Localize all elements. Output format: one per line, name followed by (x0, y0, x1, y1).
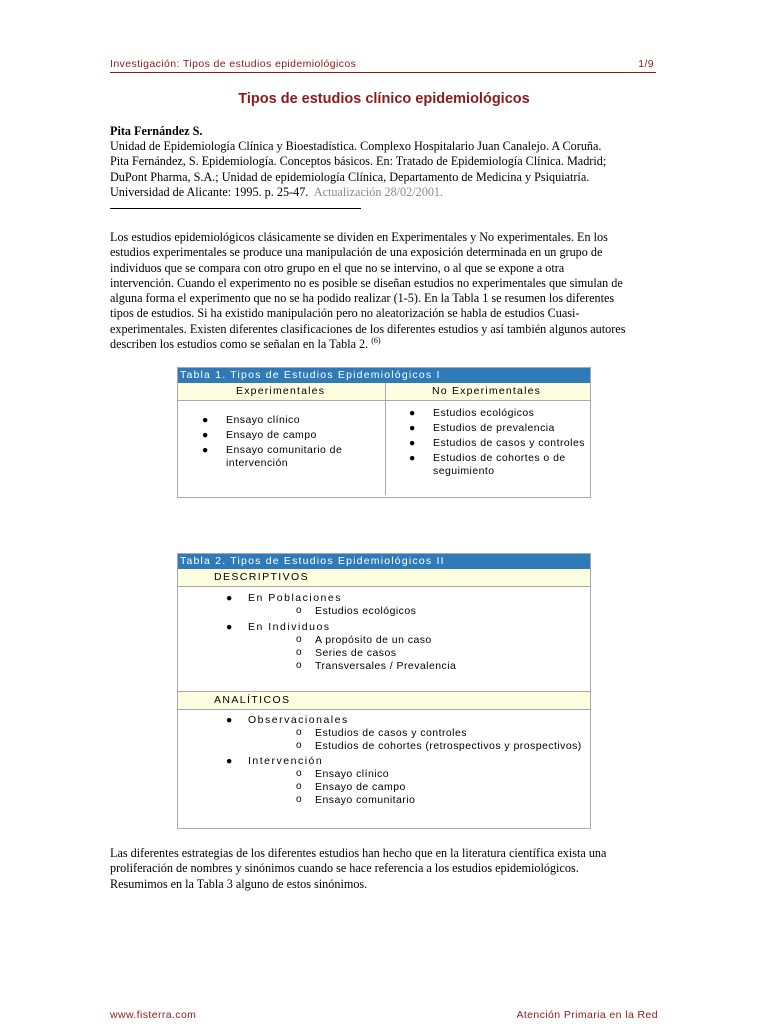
intro-last-text: describen los estudios como se señalan en la Tabla 2. (110, 337, 369, 352)
circle-bullet-icon: o (296, 660, 303, 671)
sub-item: o Estudios ecológicos (296, 605, 417, 617)
circle-bullet-icon: o (296, 740, 303, 751)
footer-website-link[interactable]: www.fisterra.com (110, 1009, 197, 1021)
table-1 (177, 367, 591, 498)
author-name: Pita Fernández S. (110, 124, 203, 138)
list-item: ● Ensayo de campo (202, 429, 317, 441)
sub-item: o Ensayo clínico (296, 768, 390, 780)
intro-line: Los estudios epidemiológicos clásicamente se dividen en Experimentales y No experimentales. En los (110, 230, 608, 244)
citation-line-1: Pita Fernández, S. Epidemiología. Conceptos básicos. En: Tratado de Epidemiología Clínica. Madrid; (110, 154, 607, 169)
list-item: ● Estudios de prevalencia (409, 422, 555, 434)
bullet-icon: ● (409, 422, 416, 434)
intro-line: experimentales. Existen diferentes clasificaciones de los diferentes estudios y así también algunos autores (110, 321, 626, 336)
author-affiliation: Unidad de Epidemiología Clínica y Bioestadística. Complexo Hospitalario Juan Canalejo. A Coruña. (110, 139, 602, 154)
list-item: ● Estudios de cohortes o de (409, 452, 566, 464)
no-experimentales-list (409, 407, 585, 480)
sub-item: o Estudios de cohortes (retrospectivos y prospectivos) (296, 740, 582, 752)
bullet-icon: ● (409, 437, 416, 449)
author-block (110, 124, 670, 200)
sub-item: o A propósito de un caso (296, 634, 432, 646)
group-en-poblaciones: ● En Poblaciones (226, 592, 342, 604)
circle-bullet-icon: o (296, 727, 303, 738)
sub-item: o Transversales / Prevalencia (296, 660, 457, 672)
group-en-individuos: ● En Individuos (226, 621, 331, 633)
bullet-icon: ● (226, 592, 234, 604)
col-experimentales: Experimentales (236, 385, 326, 397)
sub-item: o Series de casos (296, 647, 397, 659)
bullet-icon: ● (202, 429, 209, 441)
list-item-continuation: seguimiento (433, 465, 495, 477)
circle-bullet-icon: o (296, 768, 303, 779)
bullet-icon: ● (226, 755, 234, 767)
page-number: 1/9 (638, 58, 654, 70)
list-item: ● Estudios ecológicos (409, 407, 535, 419)
group-observacionales: ● Observacionales (226, 714, 349, 726)
closing-line: Resumimos en la Tabla 3 alguno de estos sinónimos. (110, 876, 368, 891)
header-title: Investigación: Tipos de estudios epidemiológicos (110, 58, 357, 70)
closing-line: Las diferentes estrategias de los diferentes estudios han hecho que en la literatura científica exista una (110, 846, 607, 860)
table-1-caption: Tabla 1. Tipos de Estudios Epidemiológicos I (178, 368, 590, 383)
bullet-icon: ● (409, 407, 416, 419)
intro-line: alguna forma el experimento que no se ha podido realizar (1-5). En la Tabla 1 se resumen los diferentes (110, 291, 615, 306)
bullet-icon: ● (202, 414, 209, 426)
experimentales-list (202, 414, 342, 472)
descriptivos-body (178, 587, 590, 691)
table-1-header-row (178, 383, 590, 401)
update-date: Actualización 28/02/2001. (313, 184, 444, 199)
citation-source: Universidad de Alicante: 1995. p. 25-47. (110, 184, 309, 199)
list-item: ● Ensayo clínico (202, 414, 301, 426)
group-intervencion: ● Intervención (226, 755, 324, 767)
separator-rule (110, 208, 361, 209)
intro-line: estudios experimentales se produce una manipulación de una exposición determinada en un grupo de (110, 245, 603, 260)
intro-line: tipos de estudios. Si ha existido manipulación pero no aleatorización se habla de estudios Cuasi- (110, 306, 580, 321)
bullet-icon: ● (409, 452, 416, 464)
sub-item: o Ensayo de campo (296, 781, 406, 793)
intro-line: intervención. Cuando el experimento no es posible se diseñan estudios no experimentales que simulan de (110, 275, 623, 290)
circle-bullet-icon: o (296, 647, 303, 658)
bullet-icon: ● (202, 444, 209, 456)
closing-line: proliferación de nombres y sinónimos cuando se hace referencia a los estudios epidemiológicos. (110, 861, 579, 876)
citation-line-3 (110, 185, 670, 200)
sub-item: o Estudios de casos y controles (296, 727, 467, 739)
descriptivos-heading: DESCRIPTIVOS (178, 569, 590, 587)
table-2-caption: Tabla 2. Tipos de Estudios Epidemiológicos II (178, 554, 590, 569)
intro-line (110, 337, 658, 352)
circle-bullet-icon: o (296, 634, 303, 645)
table-1-body (178, 401, 590, 495)
reference-superscript: (6) (371, 336, 381, 346)
list-item: ● Estudios de casos y controles (409, 437, 585, 449)
sub-item: o Ensayo comunitario (296, 794, 416, 806)
circle-bullet-icon: o (296, 781, 303, 792)
column-divider (385, 401, 386, 495)
document-title: Tipos de estudios clínico epidemiológicos (238, 91, 530, 107)
citation-line-2: DuPont Pharma, S.A.; Unidad de epidemiología Clínica, Departamento de Medicina y Psiquiatría. (110, 169, 590, 184)
analiticos-heading: ANALÍTICOS (178, 691, 590, 710)
circle-bullet-icon: o (296, 794, 303, 805)
bullet-icon: ● (226, 714, 234, 726)
column-divider (385, 383, 386, 400)
col-no-experimentales: No Experimentales (432, 385, 542, 397)
list-item: ● Ensayo comunitario de (202, 444, 343, 456)
circle-bullet-icon: o (296, 605, 303, 616)
intro-line: individuos que se compara con otro grupo en el que no se intervino, o al que se expone a otra (110, 260, 565, 275)
page-header (110, 56, 656, 73)
closing-paragraph (110, 846, 630, 892)
bullet-icon: ● (226, 621, 234, 633)
footer-publication: Atención Primaria en la Red (516, 1009, 658, 1021)
analiticos-body (178, 710, 590, 820)
intro-paragraph (110, 230, 658, 352)
table-2 (177, 553, 591, 829)
list-item-continuation: intervención (226, 457, 289, 469)
